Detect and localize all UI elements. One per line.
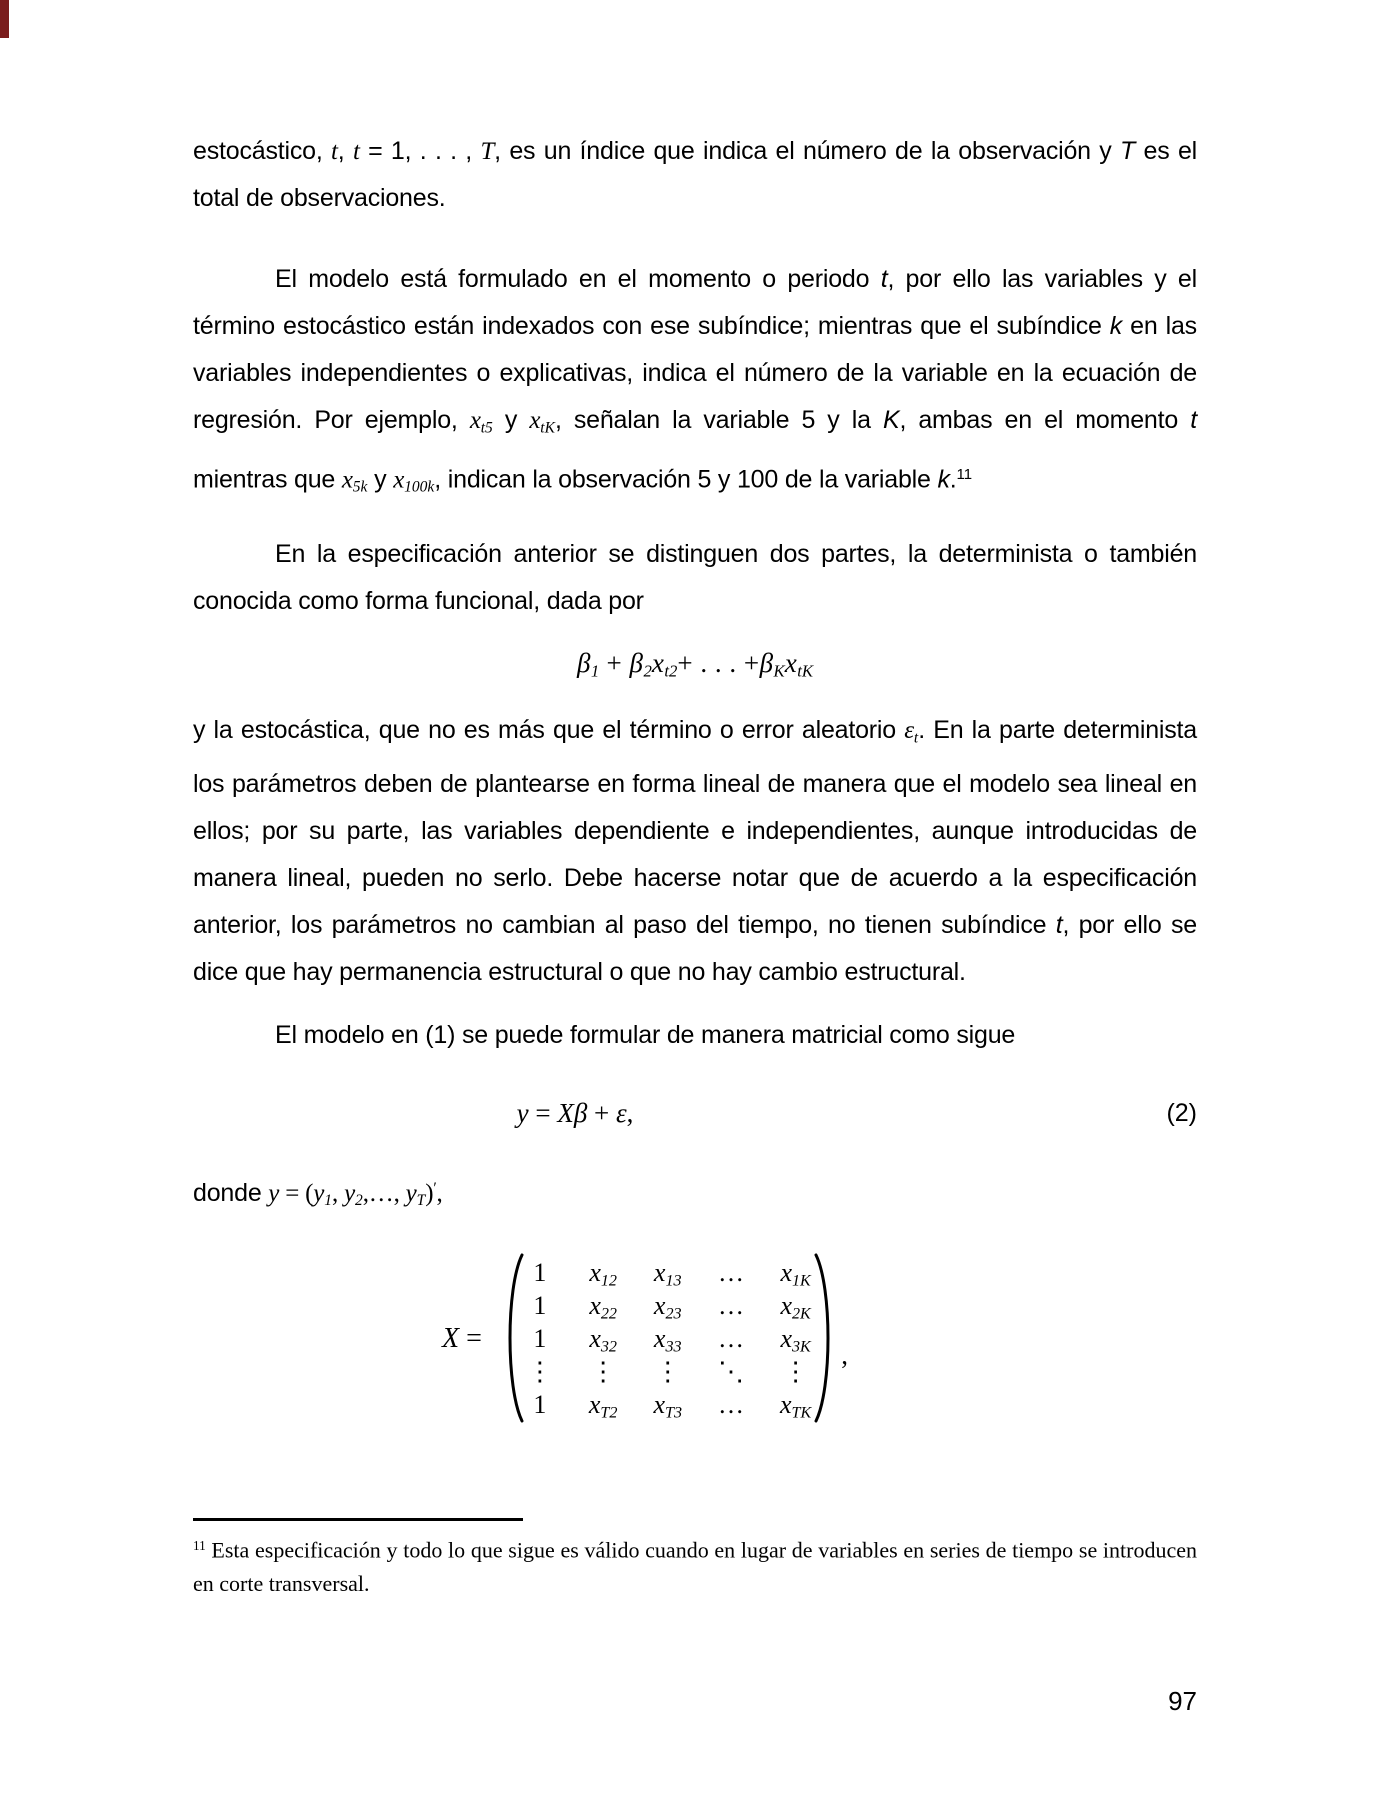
equation-matrix-model-body: y = Xβ + ε, — [516, 1098, 634, 1129]
page-number: 97 — [1168, 1686, 1197, 1716]
matrix-paren-left-icon — [501, 1252, 525, 1424]
matrix-definition — [143, 1250, 1147, 1426]
paragraph-intro: estocástico, t, t = 1, . . . , T, es un índice que indica el número de la observación y T es el total de observaciones. — [193, 137, 1197, 212]
paragraph-model-formulation: El modelo está formulado en el momento o periodo t, por ello las variables y el término estocástico están indexados con ese subíndice; mientras que el subíndice k en las variables independientes o explicativas, indica el número de la variable en la ecuación de regresión. Por ejemplo, xt5 y xtK, señalan la variable 5 y la K, ambas en el momento t mientras que x5k y x100k, indican la observación 5 y 100 de la variable k.$^{11}$ — [193, 265, 1197, 496]
paragraph-specification-parts: En la especificación anterior se distinguen dos partes, la determinista o también conocida como forma funcional, dada por — [193, 539, 1197, 615]
equation-deterministic-part: β1 + β2xt2+ . . . +βKxtK — [576, 647, 814, 681]
matrix-trailing-comma: , — [841, 1339, 849, 1370]
matrix-cells: 1 x12 x13 … x1K 1 x22 x23 … x2K 1 x32 x33 … x3K ⋮ ⋮ ⋮ ⋱ ⋮ 1 xT2 xT3 … xTK — [526, 1257, 812, 1422]
footnote-separator — [193, 1518, 523, 1521]
matrix-paren-right-icon — [813, 1252, 837, 1424]
scan-artifact — [0, 0, 9, 38]
paragraph-matrix-intro: El modelo en (1) se puede formular de manera matricial como sigue — [275, 1021, 1016, 1050]
equation-number: (2) — [1166, 1099, 1197, 1128]
matrix-lhs: X = — [441, 1322, 489, 1354]
paragraph-where-y: donde y = (y1, y2,…, yT)′, — [193, 1178, 443, 1210]
equation-matrix-model — [193, 1087, 1197, 1139]
footnote-11: $^{11}$ Esta especificación y todo lo que sigue es válido cuando en lugar de variables en series de tiempo se introducen en corte transversal. — [193, 1537, 1197, 1596]
paragraph-stochastic-part: y la estocástica, que no es más que el término o error aleatorio εt. En la parte determinista los parámetros deben de plantearse en forma lineal de manera que el modelo sea lineal en ellos; por su parte, las variables dependiente e independientes, aunque introducidas de manera lineal, pueden no serlo. Debe hacerse notar que de acuerdo a la especificación anterior, los parámetros no cambian al paso del tiempo, no tienen subíndice t, por ello se dice que hay permanencia estructural o que no hay cambio estructural. — [193, 715, 1198, 987]
